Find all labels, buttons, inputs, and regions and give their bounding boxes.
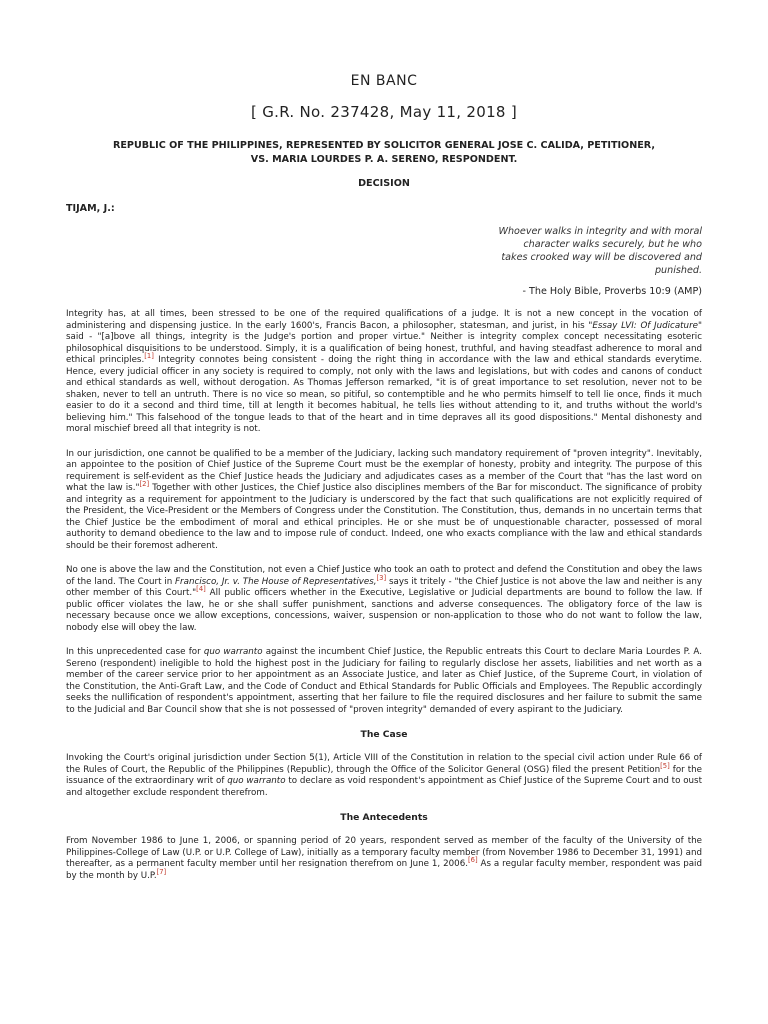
epigraph-line-2: character walks securely, but he who	[523, 239, 702, 250]
case-parties	[66, 139, 702, 166]
footnote-link[interactable]: [3]	[376, 573, 387, 582]
italic-text: Essay LVI: Of Judicature	[592, 320, 698, 331]
epigraph-source: - The Holy Bible, Proverbs 10:9 (AMP)	[522, 286, 702, 297]
paragraph-1	[66, 309, 702, 436]
text: says it tritely - "the Chief Justice is not above the law and neither is any other member of this Court."	[66, 576, 702, 598]
italic-text: quo warranto	[227, 776, 286, 786]
footnote-link[interactable]: [1]	[144, 352, 154, 361]
text: Together with other Justices, the Chief Justice also disciplines members of the Bar for misconduct. The significance of probity and integrity as a requirement for appointment to the Judiciary is underscored by the fact that such qualifications are not explicitly required of the President, the Vice-President or the Members of Congress under the Constitution. The Constitution, thus, demands in no uncertain terms that the Chief Justice be the embodiment of moral and ethical principles. He or she must be of unquestionable character, possessed of moral authority to demand obedience to the law and to impose rule of conduct. Indeed, one who exacts compliance with the law and ethical standards should be their foremost adherent.	[66, 483, 702, 551]
text: In our jurisdiction, one cannot be qualified to be a member of the Judiciary, lacking such mandatory requirement of "proven integrity". Inevitably, an appointee to the position of Chief Justice of the Supreme Court must be the exemplar of honesty, probity and integrity. The purpose of this requirement is self-evident as the Chief Justice heads the Judiciary and adjudicates cases as a member of the Court that "has the last word on what the law is."	[66, 448, 702, 493]
case-number: [ G.R. No. 237428, May 11, 2018 ]	[251, 103, 517, 121]
epigraph-line-1: Whoever walks in integrity and with moral	[498, 226, 702, 237]
paragraph-5	[66, 753, 702, 799]
text: " said - "[a]bove all things, integrity is the Judge's portion and proper virtue." Neither is integrity complex concept necessitating esoteric philosophical disquisitions to be understood. Simply, it is a qualification of being honest, truthful, and having steadfast adherence to moral and ethical principles.	[66, 320, 702, 365]
footnote-link[interactable]: [6]	[467, 856, 478, 865]
text: In this unprecedented case for	[66, 647, 204, 657]
parties-line-1: REPUBLIC OF THE PHILIPPINES, REPRESENTED BY SOLICITOR GENERAL JOSE C. CALIDA, PETITIONER,	[112, 140, 656, 151]
footnote-link[interactable]: [2]	[139, 480, 150, 489]
document-page	[66, 0, 702, 1024]
decision-heading: DECISION	[358, 178, 410, 189]
text: All public officers whether in the Executive, Legislative or Judicial departments are bound to follow the law. If public officer violates the law, he or she shall suffer punishment, sanctions and adverse consequences. The obligatory force of the law is necessary because once we allow exceptions, concessions, waiver, suspension or non-application to those who do not want to follow the law, nobody else will obey the law.	[66, 588, 702, 633]
epigraph-line-4: punished.	[654, 265, 702, 276]
text: against the incumbent Chief Justice, the Republic entreats this Court to declare Maria Lourdes P. A. Sereno (respondent) ineligible to hold the highest post in the Judiciary for failing to regularly disclose her assets, liabilities and net worth as a member of the career service prior to her appointment as an Associate Justice, and later as Chief Justice, of the Supreme Court, in violation of the Constitution, the Anti-Graft Law, and the Code of Conduct and Ethical Standards for Public Officials and Employees. The Republic accordingly seeks the nullification of respondent's appointment, asserting that her failure to file the required disclosures and her failure to submit the same to the Judicial and Bar Council show that she is not possessed of "proven integrity" demanded of every aspirant to the Judiciary.	[66, 647, 702, 715]
section-heading-the-case: The Case	[360, 729, 408, 740]
ponente: TIJAM, J.:	[66, 203, 115, 214]
decision-body	[66, 309, 702, 895]
court-division: EN BANC	[350, 73, 418, 89]
paragraph-3	[66, 565, 702, 634]
text: Integrity connotes being consistent - doing the right thing in accordance with the law and ethical standards everytime. Hence, every judicial officer in any society is required to comply, not only with the laws and legislations, but with codes and canons of conduct and ethical standards as well, without derogation. As Thomas Jefferson remarked, "it is of great importance to set resolution, never not to be shaken, never to tell an untruth. There is no vice so mean, so pitiful, so contemptible and he who permits himself to tell lie once, finds it much easier to do it a second and third time, till at length it becomes habitual, he tells lies without attending to it, and truths without the world's believing him." This falsehood of the tongue leads to that of the heart and in time depraves all its good dispositions." Mental dishonesty and moral mischief breed all that integrity is not.	[66, 355, 702, 434]
text: As a regular faculty member, respondent was paid by the month by U.P.	[66, 859, 702, 881]
section-heading-antecedents: The Antecedents	[340, 812, 428, 823]
text: for the issuance of the extraordinary writ of	[66, 764, 702, 786]
italic-text: quo warranto	[203, 647, 263, 657]
footnote-link[interactable]: [5]	[660, 761, 670, 770]
footnote-link[interactable]: [7]	[156, 867, 167, 876]
text: From November 1986 to June 1, 2006, or spanning period of 20 years, respondent served as member of the faculty of the University of the Philippines-College of Law (U.P. or U.P. College of Law), initially as a temporary faculty member (from November 1986 to December 31, 1991) and thereafter, as a permanent faculty member until her resignation therefrom on June 1, 2006.	[66, 836, 702, 869]
paragraph-6	[66, 836, 702, 882]
parties-line-2: VS. MARIA LOURDES P. A. SERENO, RESPONDENT.	[250, 153, 518, 165]
footnote-link[interactable]: [4]	[196, 585, 206, 594]
paragraph-2	[66, 449, 702, 553]
epigraph-line-3: takes crooked way will be discovered and	[501, 252, 702, 263]
text: Integrity has, at all times, been stressed to be one of the required qualifications of a judge. It is not a new concept in the vocation of administering and dispensing justice. In the early 1600's, Francis Bacon, a philosopher, statesman, and jurist, in his "	[66, 309, 702, 331]
paragraph-4	[66, 647, 702, 716]
text: Invoking the Court's original jurisdiction under Section 5(1), Article VIII of the Constitution in relation to the special civil action under Rule 66 of the Rules of Court, the Republic of the Philippines (Republic), through the Office of the Solicitor General (OSG) filed the present Petition	[66, 753, 702, 775]
text: No one is above the law and the Constitution, not even a Chief Justice who took an oath to protect and defend the Constitution and obey the laws of the land. The Court in	[66, 565, 702, 587]
italic-text: Francisco, Jr. v. The House of Representatives,	[175, 576, 377, 587]
epigraph-quote	[466, 225, 702, 277]
text: to declare as void respondent's appointment as Chief Justice of the Supreme Court and to oust and altogether exclude respondent therefrom.	[66, 776, 702, 798]
